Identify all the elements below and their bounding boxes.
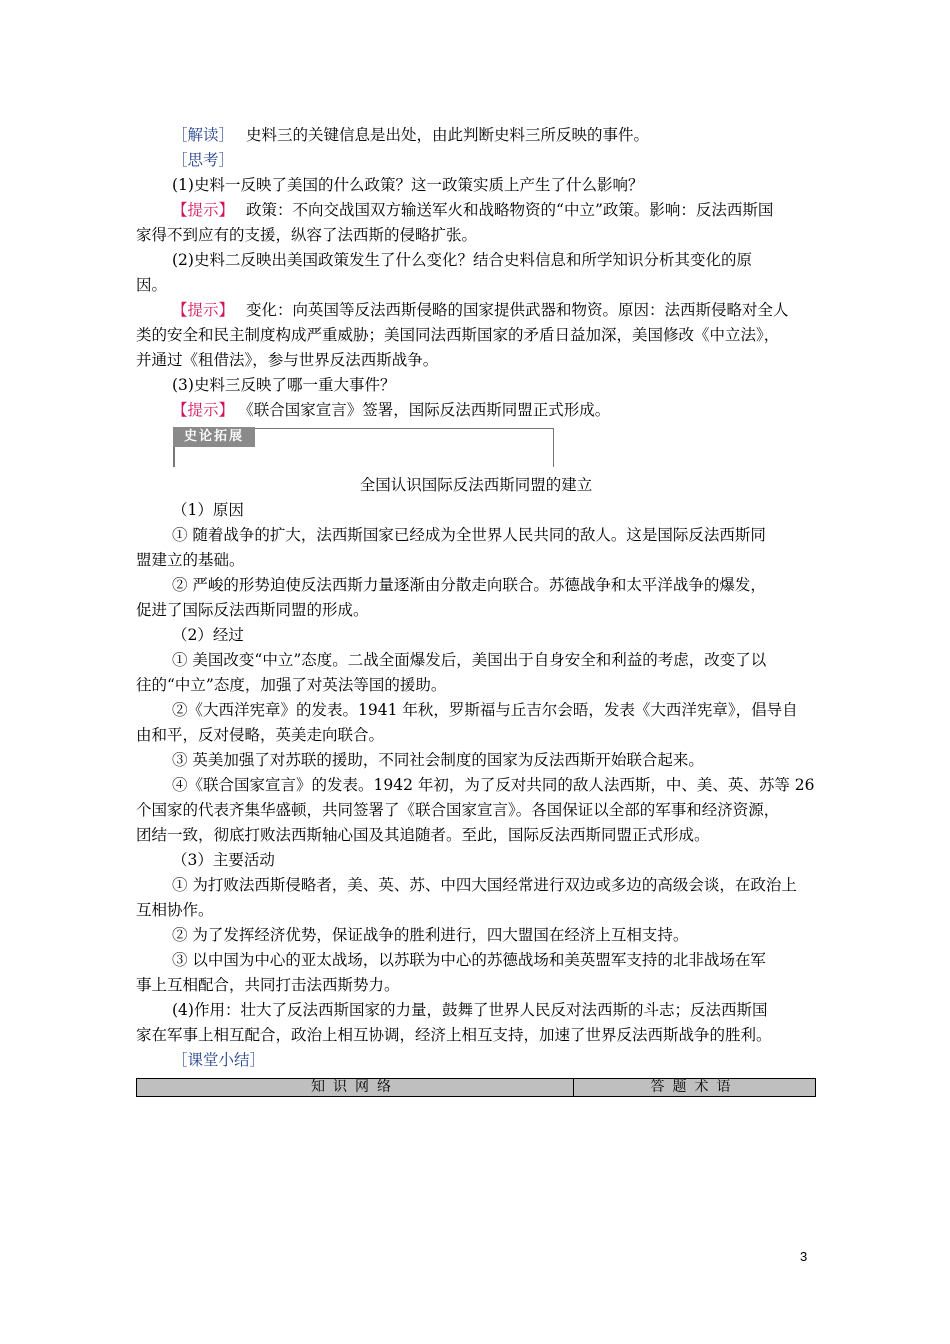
activity-1-line-1: ① 为打败法西斯侵略者，美、英、苏、中四大国经常进行双边或多边的高级会谈，在政治上 (172, 876, 797, 894)
answer-3 (172, 397, 852, 423)
banner-rule (553, 428, 554, 467)
section-title: 全国认识国际反法西斯同盟的建立 (359, 476, 593, 494)
answer-1-text: 政策：不向交战国双方输送军火和战略物资的“中立”政策。影响：反法西斯国 (246, 201, 774, 219)
answer-1-line-2: 家得不到应有的支援，纵容了法西斯的侵略扩张。 (136, 226, 478, 244)
interpretation-label: ［解读］ (172, 126, 235, 144)
effect-line-2: 家在军事上相互配合，政治上相互协调，经济上相互支持，加速了世界反法西斯战争的胜利。 (136, 1026, 772, 1044)
page-number: 3 (800, 1249, 808, 1264)
cause-heading: （1）原因 (172, 501, 244, 519)
hint-label: 【提示】 (172, 301, 235, 319)
summary-label: ［课堂小结］ (172, 1051, 266, 1069)
process-heading: （2）经过 (172, 626, 244, 644)
activity-3-line-1: ③ 以中国为中心的亚太战场，以苏联为中心的苏德战场和美英盟军支持的北非战场在军 (172, 951, 766, 969)
answer-2-text: 变化：向英国等反法西斯侵略的国家提供武器和物资。原因：法西斯侵略对全人 (246, 301, 789, 319)
question-2-line-1: (2)史料二反映出美国政策发生了什么变化？结合史料信息和所学知识分析其变化的原 (172, 251, 752, 269)
banner-tag: 史论拓展 (173, 427, 255, 447)
process-1-line-1: ① 美国改变“中立”态度。二战全面爆发后，美国出于自身安全和利益的考虑，改变了以 (172, 651, 767, 669)
interpretation-paragraph (172, 122, 852, 148)
activity-2: ② 为了发挥经济优势，保证战争的胜利进行，四大盟国在经济上互相支持。 (172, 926, 689, 944)
knowledge-network-header: 知识网络 (137, 1079, 574, 1097)
interpretation-text: 史料三的关键信息是出处，由此判断史料三所反映的事件。 (246, 126, 650, 144)
answer-2-line-3: 并通过《租借法》，参与世界反法西斯战争。 (136, 351, 439, 369)
cause-1-line-2: 盟建立的基础。 (136, 551, 245, 569)
process-1-line-2: 往的“中立”态度，加强了对英法等国的援助。 (136, 676, 447, 694)
cause-2-line-1: ② 严峻的形势迫使反法西斯力量逐渐由分散走向联合。苏德战争和太平洋战争的爆发， (172, 576, 766, 594)
answer-2-line-2: 类的安全和民主制度构成严重威胁；美国同法西斯国家的矛盾日益加深，美国修改《中立法》， (136, 326, 780, 344)
activity-1-line-2: 互相协作。 (136, 901, 214, 919)
question-3: (3)史料三反映了哪一重大事件？ (172, 376, 396, 394)
banner-rule (173, 447, 175, 467)
section-banner (173, 427, 555, 467)
effect-line-1: (4)作用：壮大了反法西斯国家的力量，鼓舞了世界人民反对法西斯的斗志；反法西斯国 (172, 1001, 768, 1019)
cause-2-line-2: 促进了国际反法西斯同盟的形成。 (136, 601, 369, 619)
thinking-label: ［思考］ (172, 151, 235, 169)
table-row (137, 1079, 816, 1097)
banner-rule (255, 428, 553, 429)
activity-3-line-2: 事上互相配合，共同打击法西斯势力。 (136, 976, 400, 994)
process-4-line-1: ④《联合国家宣言》的发表。1942 年初，为了反对共同的敌人法西斯，中、美、英、苏等 26 (172, 776, 815, 794)
process-2-line-2: 由和平，反对侵略，英美走向联合。 (136, 726, 385, 744)
answer-terms-header: 答题术语 (574, 1079, 816, 1097)
process-4-line-2: 个国家的代表齐集华盛顿，共同签署了《联合国家宣言》。各国保证以全部的军事和经济资源， (136, 801, 780, 819)
cause-1-line-1: ① 随着战争的扩大，法西斯国家已经成为全世界人民共同的敌人。这是国际反法西斯同 (172, 526, 766, 544)
activities-heading: （3）主要活动 (172, 851, 275, 869)
hint-label: 【提示】 (172, 201, 235, 219)
answer-2-line-1 (172, 297, 852, 323)
answer-1-line-1 (172, 197, 852, 223)
question-1: (1)史料一反映了美国的什么政策？这一政策实质上产生了什么影响？ (172, 176, 644, 194)
process-3: ③ 英美加强了对苏联的援助，不同社会制度的国家为反法西斯开始联合起来。 (172, 751, 704, 769)
process-4-line-3: 团结一致，彻底打败法西斯轴心国及其追随者。至此，国际反法西斯同盟正式形成。 (136, 826, 710, 844)
process-2-line-1: ②《大西洋宪章》的发表。1941 年秋，罗斯福与丘吉尔会晤，发表《大西洋宪章》，倡导自 (172, 701, 798, 719)
summary-table (136, 1078, 816, 1097)
question-2-line-2: 因。 (136, 276, 168, 294)
hint-label: 【提示】 (172, 401, 235, 419)
answer-3-text: 《联合国家宣言》签署，国际反法西斯同盟正式形成。 (246, 401, 611, 419)
